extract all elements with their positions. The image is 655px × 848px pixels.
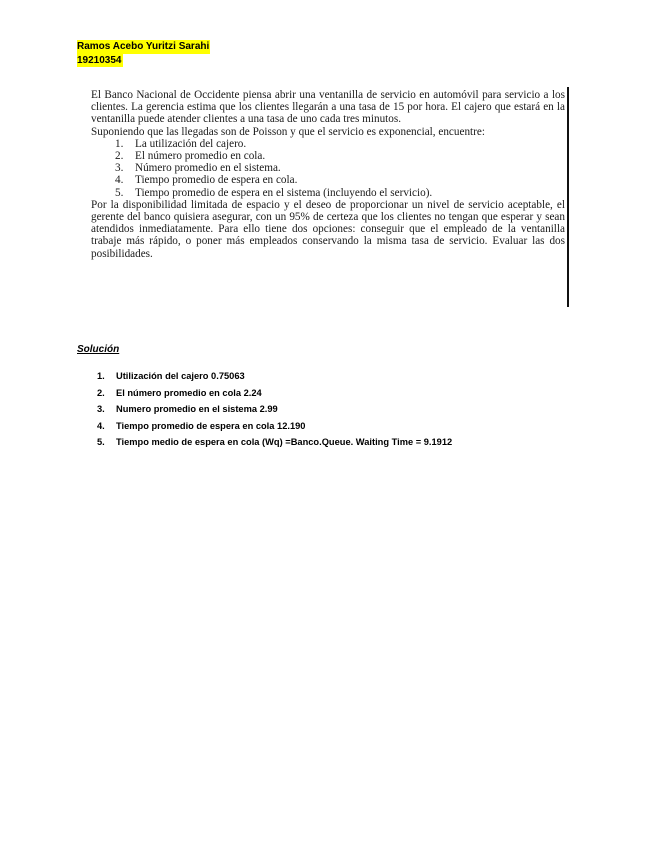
problem-item-text: La utilización del cajero. <box>135 137 247 150</box>
problem-item-number: 5. <box>115 186 124 199</box>
problem-list-item <box>91 138 565 150</box>
solution-item-text: Tiempo medio de espera en cola (Wq) =Banco.Queue. Waiting Time = 9.1912 <box>116 437 453 448</box>
problem-item-number: 2. <box>115 150 124 163</box>
image-edge-divider <box>567 87 569 307</box>
problem-item-number: 3. <box>115 162 124 175</box>
solution-item-number: 2. <box>97 387 105 398</box>
solution-item <box>97 368 452 385</box>
problem-item-text: Número promedio en el sistema. <box>135 162 281 175</box>
problem-list-item <box>91 150 565 162</box>
student-id: 19210354 <box>77 54 122 66</box>
problem-prompt: Suponiendo que las llegadas son de Poisson y que el servicio es exponencial, encuentre: <box>91 125 485 138</box>
problem-item-number: 4. <box>115 174 124 187</box>
solution-item-number: 5. <box>97 437 105 448</box>
solution-item <box>97 401 452 418</box>
problem-intro: El Banco Nacional de Occidente piensa abrir una ventanilla de servicio en automóvil para servicio a los clientes. La gerencia estima que los clientes llegarán a una tasa de 15 por hora. El cajero que estará en la ventanilla puede atender clientes a una tasa de uno cada tres minutos. <box>91 89 565 126</box>
solution-list <box>97 368 452 451</box>
solution-title: Solución <box>77 344 120 355</box>
solution-item-text: Numero promedio en el sistema 2.99 <box>116 404 278 415</box>
solution-item <box>97 418 452 435</box>
problem-item-number: 1. <box>115 137 124 150</box>
solution-item <box>97 434 452 451</box>
solution-item-number: 3. <box>97 404 105 415</box>
solution-item-number: 4. <box>97 420 105 431</box>
problem-list-item <box>91 174 565 186</box>
problem-item-text: El número promedio en cola. <box>135 150 266 163</box>
solution-item-text: Tiempo promedio de espera en cola 12.190 <box>116 420 306 431</box>
problem-list <box>91 138 565 199</box>
author-name: Ramos Acebo Yuritzi Sarahi <box>77 41 210 52</box>
problem-list-item <box>91 187 565 199</box>
problem-closing: Por la disponibilidad limitada de espacio y el deseo de proporcionar un nivel de servicio aceptable, el gerente del banco quisiera asegurar, con un 95% de certeza que los clientes no tengan que esperar y sean atendidos inmediatamente. Para ello tiene dos opciones: conseguir que el empleado de la ventanilla trabaje más rápido, o poner más empleados conservando la misma tasa de servicio. Evaluar las dos posibilidades. <box>91 198 565 260</box>
problem-list-item <box>91 162 565 174</box>
problem-item-text: Tiempo promedio de espera en cola. <box>135 174 298 187</box>
solution-item-number: 1. <box>97 371 105 381</box>
problem-item-text: Tiempo promedio de espera en el sistema (incluyendo el servicio). <box>135 186 433 199</box>
problem-statement-image <box>91 89 565 260</box>
solution-item <box>97 385 452 402</box>
author-header <box>77 40 210 67</box>
solution-item-text: El número promedio en cola 2.24 <box>116 387 262 398</box>
solution-item-text: Utilización del cajero 0.75063 <box>116 371 245 381</box>
